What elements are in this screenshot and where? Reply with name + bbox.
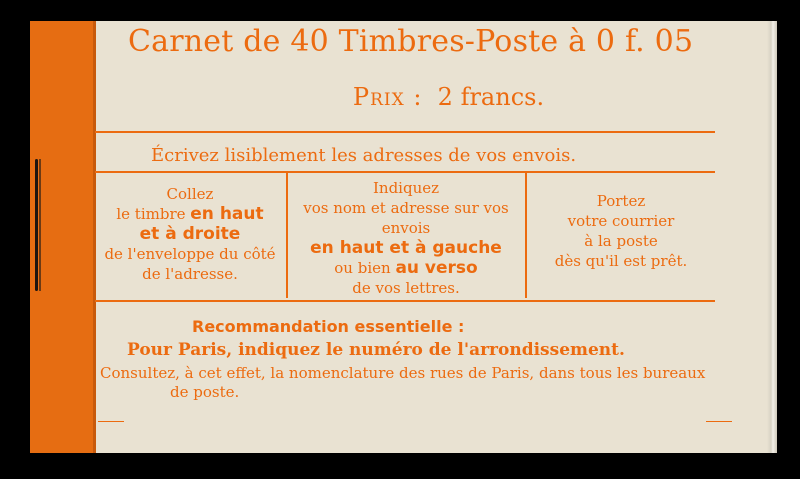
right-line-3: à la poste	[584, 232, 658, 250]
right-line-2: votre courrier	[567, 212, 675, 230]
middle-line-5a: ou bien	[334, 259, 396, 277]
left-line-1: Collez	[166, 185, 214, 203]
rule-above-columns	[95, 171, 715, 173]
staple-shadow	[39, 159, 41, 291]
left-line-3: et à droite	[139, 224, 241, 244]
middle-line-6: de vos lettres.	[352, 279, 460, 297]
paris-instruction: Pour Paris, indiquez le numéro de l'arrondissement.	[127, 340, 625, 360]
middle-line-5	[288, 258, 524, 278]
price-line	[30, 83, 777, 111]
dash-left	[98, 421, 124, 422]
column-left	[96, 184, 284, 284]
dash-right	[706, 421, 732, 422]
right-line-1: Portez	[596, 192, 646, 210]
left-line-5: de l'adresse.	[142, 265, 238, 283]
left-line-2a: le timbre	[116, 205, 191, 223]
stamp-booklet-cover	[30, 21, 777, 453]
price-label: Prix :	[352, 83, 423, 111]
recommendation-heading: Recommandation essentielle :	[192, 317, 465, 336]
column-middle	[288, 178, 524, 298]
middle-line-2: vos nom et adresse sur vos	[303, 199, 509, 217]
column-right	[527, 191, 715, 271]
middle-line-4: en haut et à gauche	[310, 238, 502, 258]
top-rule	[95, 131, 715, 133]
middle-line-5b: au verso	[395, 258, 478, 278]
right-line-4: dès qu'il est prêt.	[554, 252, 688, 270]
consult-note	[100, 364, 750, 402]
price-value: 2 francs.	[437, 83, 545, 111]
left-line-2b: en haut	[190, 204, 264, 224]
middle-line-3: envois	[381, 219, 431, 237]
rule-below-columns	[95, 300, 715, 302]
left-line-2	[96, 204, 284, 224]
consult-line-2: de poste.	[170, 383, 240, 401]
left-line-4: de l'enveloppe du côté	[104, 245, 276, 263]
consult-line-1: Consultez, à cet effet, la nomenclature des rues de Paris, dans tous les bureaux	[100, 364, 706, 382]
booklet-title: Carnet de 40 Timbres-Poste à 0 f. 05	[128, 24, 694, 59]
middle-line-1: Indiquez	[372, 179, 440, 197]
instruction-text: Écrivez lisiblement les adresses de vos envois.	[151, 145, 577, 166]
staple	[35, 159, 38, 291]
